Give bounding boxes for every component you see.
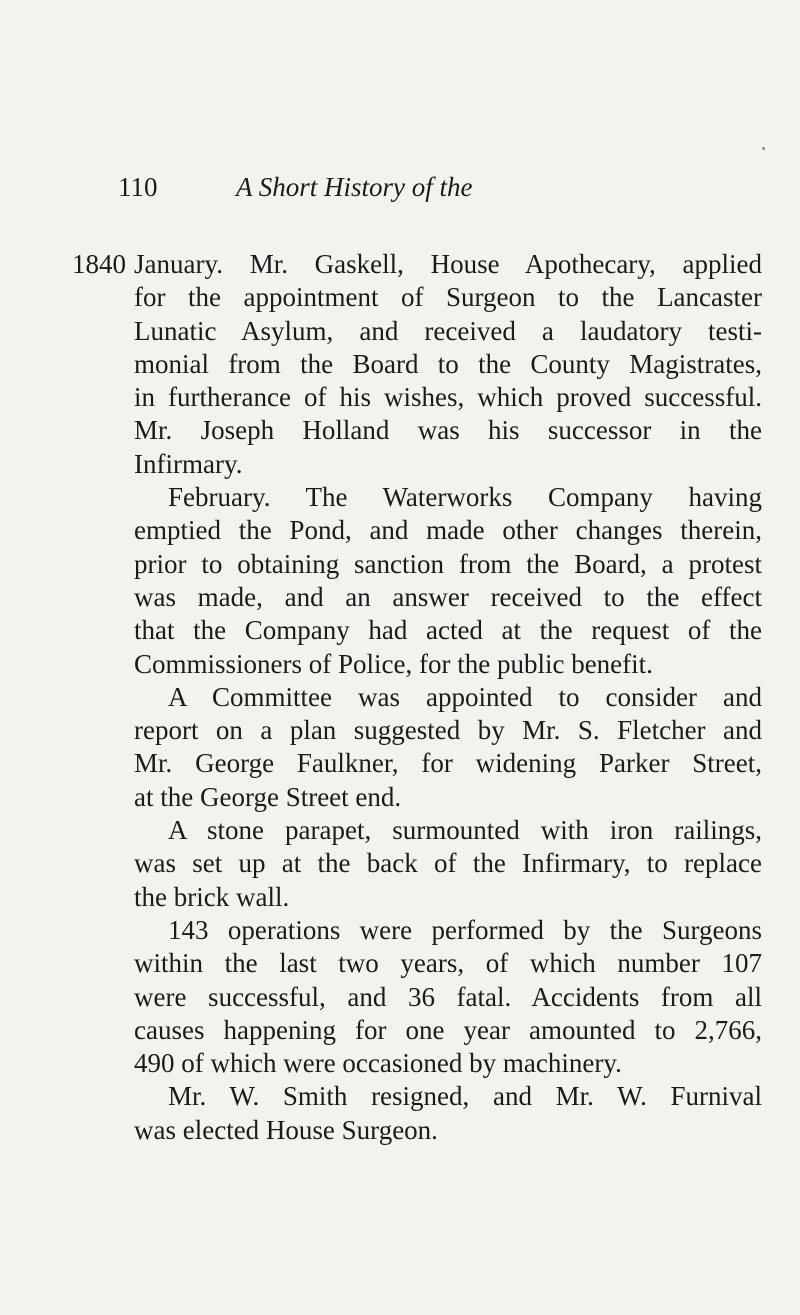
first-entry-line (72, 248, 762, 281)
text-line: within the last two years, of which number 107 (134, 948, 762, 979)
text-line: for the appointment of Surgeon to the Lancaster (134, 282, 762, 313)
paragraph-first-line: A Committee was appointed to consider and (168, 681, 762, 712)
text-line: monial from the Board to the County Magistrates, (134, 348, 762, 379)
text-line: report on a plan suggested by Mr. S. Fletcher and (134, 715, 762, 746)
page-header (118, 172, 698, 208)
text-line: Mr. Joseph Holland was his successor in the (134, 415, 762, 446)
text-line: was set up at the back of the Infirmary, to replace (134, 848, 762, 879)
text-line: Mr. George Faulkner, for widening Parker Street, (134, 748, 762, 779)
entry-year: 1840 (72, 249, 126, 279)
text-line: Infirmary. (134, 448, 243, 479)
running-title: A Short History of the (236, 172, 473, 202)
text-line: at the George Street end. (134, 781, 402, 812)
text-line: January. Mr. Gaskell, House Apothecary, applied (134, 249, 762, 279)
text-line: the brick wall. (134, 881, 290, 912)
text-line: Commissioners of Police, for the public benefit. (134, 648, 653, 679)
paragraph-first-line: 143 operations were performed by the Surgeons (168, 914, 762, 945)
text-line: was elected House Surgeon. (134, 1114, 438, 1145)
paragraph-first-line: Mr. W. Smith resigned, and Mr. W. Furnival (168, 1081, 762, 1112)
text-line: were successful, and 36 fatal. Accidents from all (134, 981, 762, 1012)
text-line: in furtherance of his wishes, which proved successful. (134, 382, 762, 413)
paragraph-first-line: A stone parapet, surmounted with iron railings, (168, 815, 762, 846)
text-line: that the Company had acted at the request of the (134, 615, 762, 646)
text-line: Lunatic Asylum, and received a laudatory testi- (134, 315, 762, 346)
entry-text (72, 248, 762, 1147)
text-line: emptied the Pond, and made other changes therein, (134, 515, 762, 546)
text-line: causes happening for one year amounted to 2,766, (134, 1014, 762, 1045)
text-line: was made, and an answer received to the effect (134, 581, 762, 612)
paper-speck (762, 147, 765, 150)
text-line: prior to obtaining sanction from the Board, a protest (134, 548, 762, 579)
text-line: 490 of which were occasioned by machinery. (134, 1048, 622, 1079)
paragraph-first-line: February. The Waterworks Company having (168, 482, 762, 513)
page-number: 110 (118, 172, 158, 202)
